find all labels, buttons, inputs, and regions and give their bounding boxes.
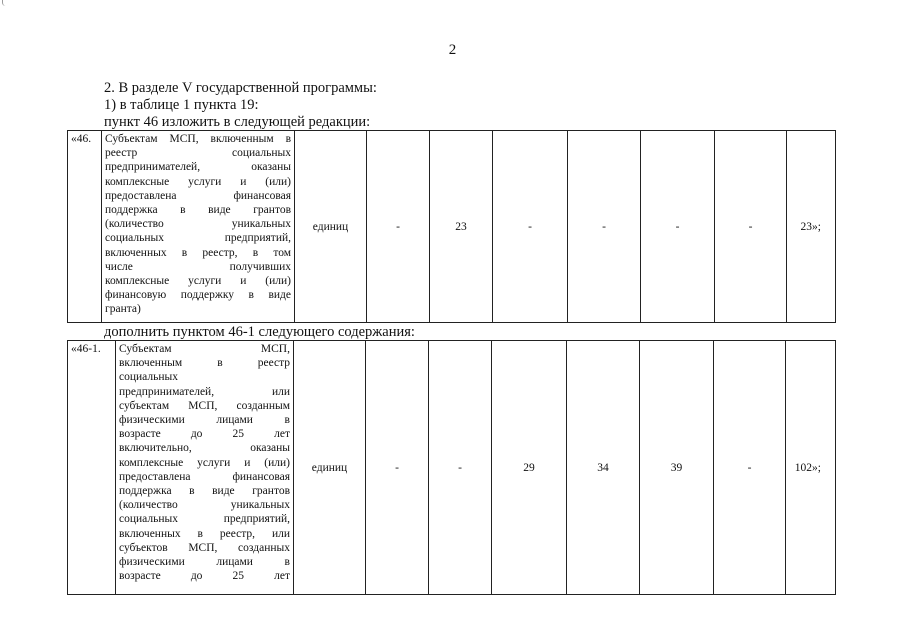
desc-line: предоставлена финансовая xyxy=(105,189,291,202)
row-number: «46-1. xyxy=(68,341,116,595)
desc-line: субъектам МСП, созданным xyxy=(119,399,290,412)
row-description xyxy=(102,131,295,323)
desc-line: числе получивших xyxy=(105,260,291,273)
desc-line: финансовую поддержку в виде xyxy=(105,289,291,302)
desc-line: комплексные услуги и (или) xyxy=(105,175,291,188)
unit-cell: единиц xyxy=(294,341,366,595)
desc-line: социальных предприятий, xyxy=(119,513,290,526)
desc-line: субъектов МСП, созданных xyxy=(119,541,290,554)
value-cell: - xyxy=(493,131,568,323)
desc-line: комплексные услуги и (или) xyxy=(105,275,291,288)
unit-cell: единиц xyxy=(295,131,367,323)
desc-line: включенных в реестр, или xyxy=(119,527,290,540)
value-cell: 23 xyxy=(430,131,493,323)
desc-line: социальных xyxy=(119,371,178,384)
desc-line: предоставлена финансовая xyxy=(119,470,290,483)
desc-line: физическими лицами в xyxy=(119,414,290,427)
desc-line: Субъектам МСП, включенным в xyxy=(105,133,291,145)
desc-line: гранта) xyxy=(105,303,141,316)
desc-line: возрасте до 25 лет xyxy=(119,428,290,441)
value-cell: 39 xyxy=(640,341,714,595)
value-cell-total: 102»; xyxy=(786,341,836,595)
table-row xyxy=(68,131,836,323)
desc-line: включенных в реестр, в том xyxy=(105,246,291,259)
desc-line: поддержка в виде грантов xyxy=(105,204,291,217)
value-cell: 34 xyxy=(567,341,640,595)
page-number: 2 xyxy=(448,42,457,58)
desc-line: (количество уникальных xyxy=(119,499,290,512)
row-description xyxy=(116,341,294,595)
value-cell: - xyxy=(641,131,715,323)
table-item-46 xyxy=(67,130,836,323)
desc-line: предпринимателей, или xyxy=(119,385,290,398)
table-item-46-1 xyxy=(67,340,836,595)
desc-line: физическими лицами в xyxy=(119,556,290,569)
row-number: «46. xyxy=(68,131,102,323)
value-cell: - xyxy=(714,341,786,595)
intro-line-item46-1: дополнить пунктом 46-1 следующего содержания: xyxy=(104,324,415,340)
table-row xyxy=(68,341,836,595)
intro-line-section: 2. В разделе V государственной программы: xyxy=(104,80,377,96)
desc-line: социальных предприятий, xyxy=(105,232,291,245)
intro-line-item46: пункт 46 изложить в следующей редакции: xyxy=(104,114,371,130)
desc-line: Субъектам МСП, xyxy=(119,343,290,355)
scan-corner-mark xyxy=(2,0,9,6)
desc-line: реестр социальных xyxy=(105,147,291,160)
desc-line: включительно, оказаны xyxy=(119,442,290,455)
desc-line: предпринимателей, оказаны xyxy=(105,161,291,174)
value-cell: - xyxy=(367,131,430,323)
intro-line-table: 1) в таблице 1 пункта 19: xyxy=(104,97,259,113)
desc-line: поддержка в виде грантов xyxy=(119,485,290,498)
value-cell: - xyxy=(429,341,492,595)
value-cell: 29 xyxy=(492,341,567,595)
value-cell: - xyxy=(568,131,641,323)
desc-line: возрасте до 25 лет xyxy=(119,570,290,583)
value-cell: - xyxy=(366,341,429,595)
desc-line: (количество уникальных xyxy=(105,218,291,231)
desc-line: комплексные услуги и (или) xyxy=(119,456,290,469)
value-cell: - xyxy=(715,131,787,323)
desc-line: включенным в реестр xyxy=(119,357,290,370)
value-cell-total: 23»; xyxy=(787,131,836,323)
